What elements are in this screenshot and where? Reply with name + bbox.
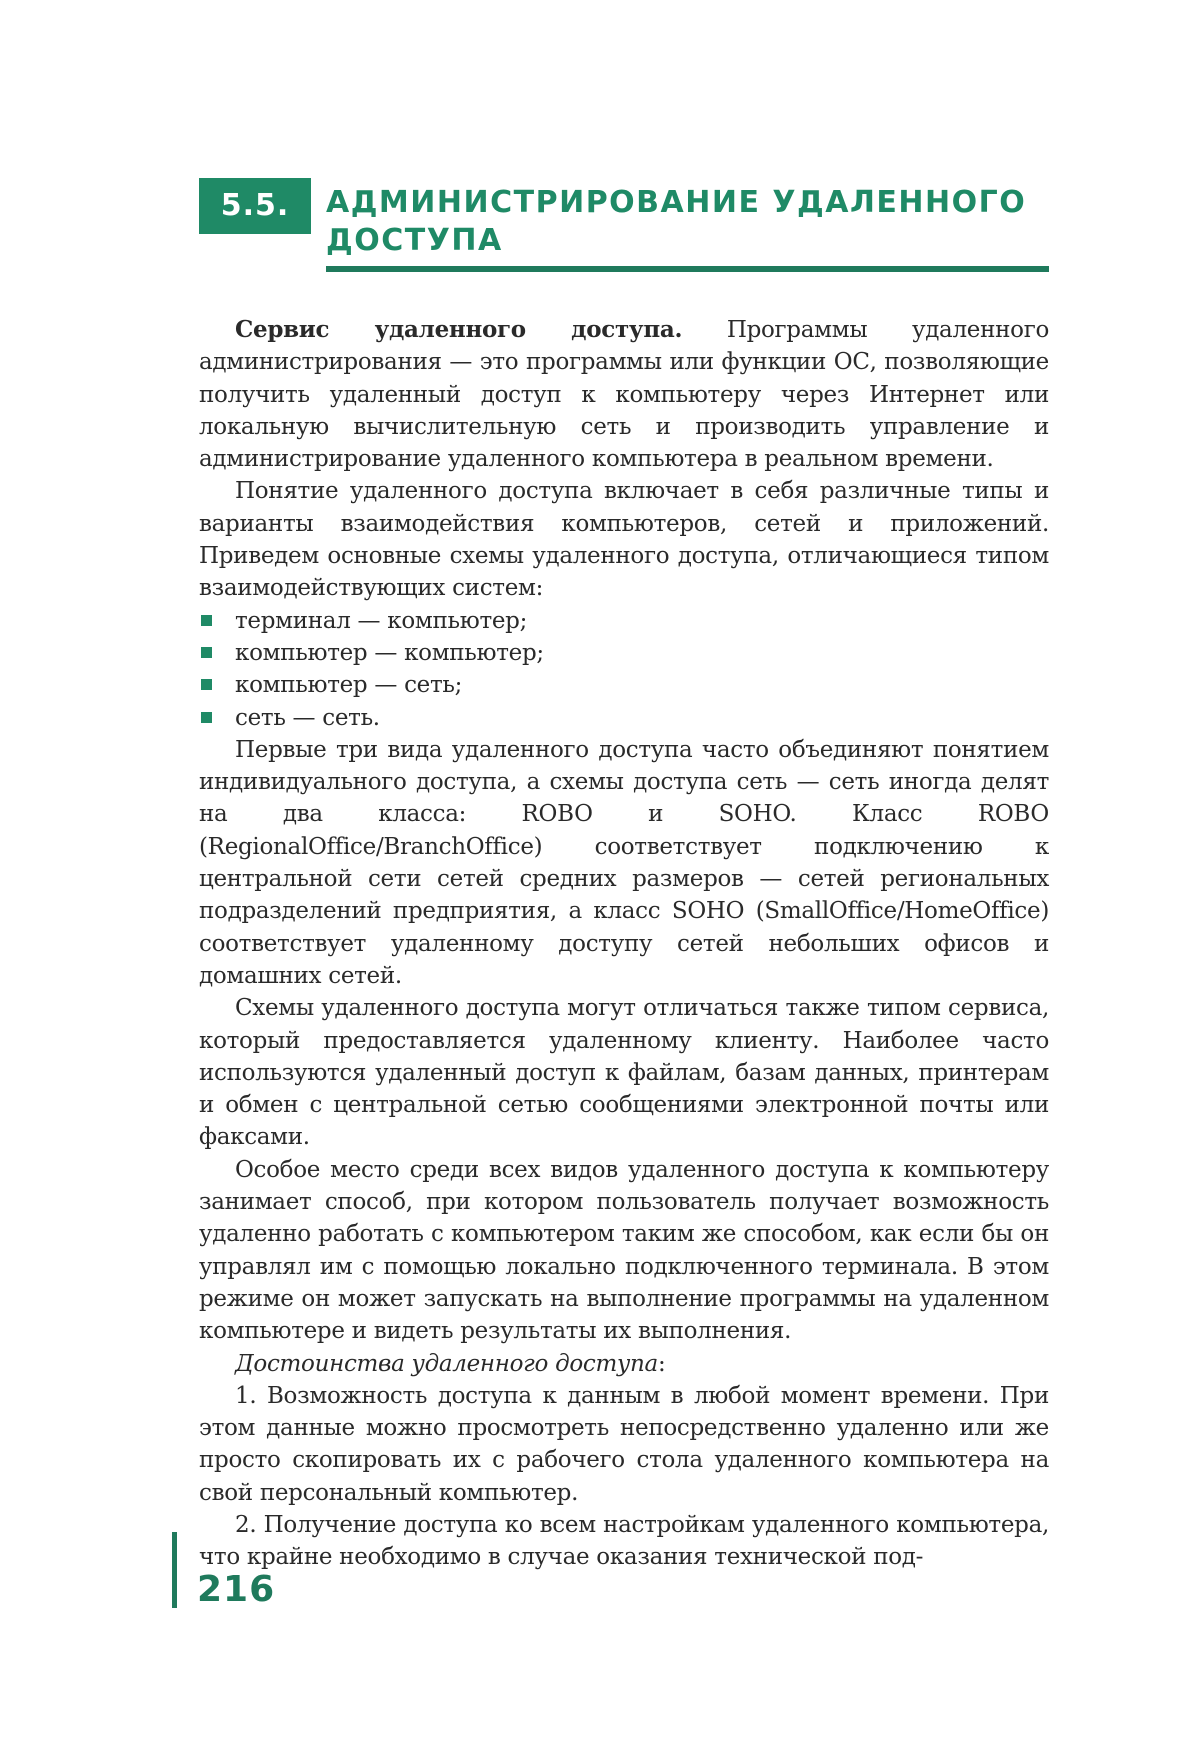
- page-number: 216: [197, 1569, 276, 1610]
- square-bullet-icon: [201, 712, 212, 723]
- square-bullet-icon: [201, 679, 212, 690]
- body-text: [199, 314, 1049, 1574]
- paragraph-remote-access-service: [199, 314, 1049, 475]
- page-number-bar: [172, 1532, 177, 1608]
- list-item: [199, 605, 1049, 637]
- advantages-heading-italic: Достоинства удаленного доступа: [235, 1350, 658, 1377]
- advantages-heading: [199, 1348, 1049, 1380]
- paragraph-text: Программы удаленного администрирования — это программы или функции ОС, позволяющие получить удаленный доступ к компьютеру через Интернет или локальную вычислительную сеть и производить управление и администрирование удаленного компьютера в реальном времени.: [199, 317, 1049, 473]
- numbered-item-2: 2. Получение доступа ко всем настройкам удаленного компьютера, что крайне необходимо в случае оказания технической под-: [199, 1511, 1049, 1571]
- list-item: [199, 669, 1049, 701]
- list-item: [199, 637, 1049, 669]
- section-title: АДМИНИСТРИРОВАНИЕ УДАЛЕННОГО ДОСТУПА: [326, 185, 1027, 258]
- paragraph-terminal-mode: Особое место среди всех видов удаленного доступа к компьютеру занимает способ, при котором пользователь получает возможность удаленно работать с компьютером таким же способом, как если бы он управлял им с помощью локально подключенного терминала. В этом режиме он может запускать на выполнение программы на удаленном компьютере и видеть результаты их выполнения.: [199, 1156, 1049, 1345]
- paragraph-robo-soho: Первые три вида удаленного доступа часто объединяют понятием индивидуального доступа, а схемы доступа сеть — сеть иногда делят на два класса: ROBO и SOHO. Класс ROBO (RegionalOffice/BranchOffice) соответствует подключению к центральной сети сетей средних размеров — сетей региональных подразделений предприятия, а класс SOHO (SmallOffice/HomeOffice) соответствует удаленному доступу сетей небольших офисов и домашних сетей.: [199, 736, 1049, 989]
- section-header: [199, 178, 1049, 278]
- paragraph-remote-access-concept: Понятие удаленного доступа включает в себя различные типы и варианты взаимодействия компьютеров, сетей и приложений. Приведем основные схемы удаленного доступа, отличающиеся типом взаимодействующих систем:: [199, 478, 1049, 602]
- list-item: [199, 702, 1049, 734]
- numbered-item-1: 1. Возможность доступа к данным в любой момент времени. При этом данные можно просмотреть непосредственно удаленно или же просто скопировать их с рабочего стола удаленного компьютера на свой персональный компьютер.: [199, 1382, 1049, 1506]
- bullet-list-schemes: [199, 605, 1049, 734]
- square-bullet-icon: [201, 647, 212, 658]
- paragraph-lead-bold: Сервис удаленного доступа.: [235, 316, 683, 343]
- section-number-badge: 5.5.: [199, 178, 311, 234]
- list-item-text: компьютер — компьютер;: [235, 639, 544, 666]
- list-item-text: сеть — сеть.: [235, 704, 380, 731]
- square-bullet-icon: [201, 615, 212, 626]
- advantages-heading-colon: :: [657, 1350, 666, 1377]
- list-item-text: терминал — компьютер;: [235, 607, 528, 634]
- title-underline-rule: [326, 266, 1049, 272]
- list-item-text: компьютер — сеть;: [235, 672, 463, 699]
- paragraph-service-types: Схемы удаленного доступа могут отличаться также типом сервиса, который предоставляется удаленному клиенту. Наиболее часто используются удаленный доступ к файлам, базам данных, принтерам и обмен с центральной сетью сообщениями электронной почты или факсами.: [199, 995, 1049, 1151]
